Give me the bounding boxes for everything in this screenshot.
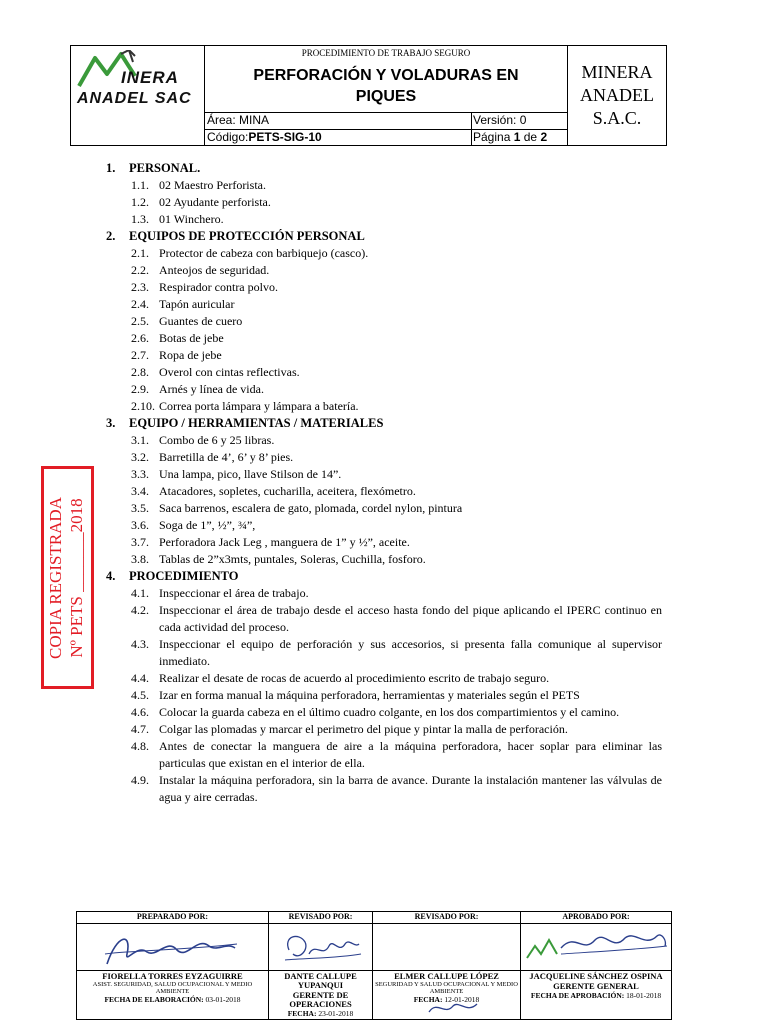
item-number: 3.8.	[131, 552, 149, 566]
item-number: 3.4.	[131, 484, 149, 498]
procedure-label: PROCEDIMIENTO DE TRABAJO SEGURO	[301, 48, 471, 58]
item-text: Correa porta lámpara y lámpara a batería.	[159, 399, 359, 413]
item-text: Colocar la guarda cabeza en el último cuadro colgante, en los dos compartimientos y el camino.	[159, 705, 620, 719]
section-heading	[106, 415, 662, 432]
item-text: Arnés y línea de vida.	[159, 382, 264, 396]
item-number: 4.2.	[131, 603, 149, 617]
list-item	[106, 364, 662, 381]
list-item	[106, 704, 662, 721]
item-number: 4.1.	[131, 586, 149, 600]
item-text: Soga de 1”, ½”, ¾”,	[159, 518, 256, 532]
item-text: Respirador contra polvo.	[159, 280, 278, 294]
stamp-line1: COPIA REGISTRADA	[45, 496, 65, 659]
list-item	[106, 262, 662, 279]
page-label: Página	[473, 130, 511, 144]
signature-area	[373, 924, 520, 971]
item-text: Inspeccionar el área de trabajo.	[159, 586, 309, 600]
item-text: Tablas de 2”x3mts, puntales, Soleras, Cuchilla, fosforo.	[159, 552, 426, 566]
section-heading	[106, 160, 662, 177]
item-text: Combo de 6 y 25 libras.	[159, 433, 275, 447]
page-sep: de	[523, 130, 538, 144]
page-current: 1	[513, 130, 521, 144]
item-text: Overol con cintas reflectivas.	[159, 365, 300, 379]
header-divider	[471, 112, 472, 145]
list-item	[106, 245, 662, 262]
list-item	[106, 177, 662, 194]
item-number: 1.1.	[131, 178, 149, 192]
signature-column-reviewed-2	[373, 912, 521, 1019]
registered-copy-stamp	[41, 466, 94, 689]
item-number: 2.3.	[131, 280, 149, 294]
item-number: 4.6.	[131, 705, 149, 719]
signature-column-approved	[521, 912, 671, 1019]
code-label: Código:	[207, 130, 249, 144]
item-number: 2.6.	[131, 331, 149, 345]
signer-role: ASIST. SEGURIDAD, SALUD OCUPACIONAL Y MEDIO AMBIENTE	[92, 981, 253, 995]
procedure-body	[106, 160, 662, 806]
signature-date	[77, 995, 268, 1004]
code-field	[207, 129, 469, 145]
item-text: Inspeccionar el equipo de perforación y sus accesorios, si presenta falla comunique al supervisor inmediato.	[159, 637, 662, 668]
section-number: 3.	[106, 416, 116, 430]
section-title: PERSONAL.	[129, 161, 201, 175]
item-text: Instalar la máquina perforadora, sin la barra de avance. Durante la instalación mantener las válvulas de agua y aire cerradas.	[159, 773, 662, 804]
area-label: Área:	[207, 113, 236, 127]
item-number: 2.4.	[131, 297, 149, 311]
code-value: PETS-SIG-10	[248, 130, 322, 144]
signature-heading: APROBADO POR:	[521, 912, 671, 924]
company-name-line1: MINERA	[581, 62, 653, 82]
item-text: Izar en forma manual la máquina perforadora, herramientas y materiales según el PETS	[159, 688, 580, 702]
section-heading	[106, 228, 662, 245]
company-name	[567, 46, 666, 145]
logo-text-line1: INERA	[121, 68, 179, 87]
logo-text-line2: ANADEL SAC	[77, 90, 192, 107]
item-number: 4.4.	[131, 671, 149, 685]
list-item	[106, 347, 662, 364]
list-item	[106, 194, 662, 211]
signer-role: GERENTE GENERAL	[553, 981, 639, 991]
signer-name: FIORELLA TORRES EYZAGUIRRE	[102, 971, 243, 981]
date-label: FECHA DE APROBACIÓN:	[530, 991, 625, 1000]
item-number: 4.9.	[131, 773, 149, 787]
date-label: FECHA DE ELABORACIÓN:	[104, 995, 204, 1004]
stamp-line2: Nº PETS _______2018	[66, 497, 86, 658]
list-item	[106, 449, 662, 466]
section-heading	[106, 568, 662, 585]
signature-table	[76, 911, 672, 1020]
item-text: 02 Ayudante perforista.	[159, 195, 271, 209]
list-item	[106, 585, 662, 602]
item-text: Barretilla de 4’, 6’ y 8’ pies.	[159, 450, 294, 464]
item-number: 3.5.	[131, 501, 149, 515]
item-text: Realizar el desate de rocas de acuerdo al procedimiento escrito de trabajo seguro.	[159, 671, 550, 685]
item-text: Protector de cabeza con barbiquejo (casco).	[159, 246, 369, 260]
item-number: 2.1.	[131, 246, 149, 260]
item-number: 2.10.	[131, 399, 155, 413]
date-label: FECHA:	[287, 1009, 317, 1018]
list-item	[106, 279, 662, 296]
item-number: 4.3.	[131, 637, 149, 651]
item-number: 4.8.	[131, 739, 149, 753]
item-number: 1.2.	[131, 195, 149, 209]
item-text: Saca barrenos, escalera de gato, plomada, cordel nylon, pintura	[159, 501, 463, 515]
item-text: Botas de jebe	[159, 331, 224, 345]
signature-column-prepared	[77, 912, 269, 1019]
document-header	[70, 45, 667, 146]
section-title: PROCEDIMIENTO	[129, 569, 239, 583]
list-item	[106, 500, 662, 517]
item-number: 2.8.	[131, 365, 149, 379]
item-number: 3.2.	[131, 450, 149, 464]
handwritten-signature-icon	[521, 924, 671, 970]
version-field	[473, 112, 565, 129]
list-item	[106, 687, 662, 704]
item-text: Atacadores, sopletes, cucharilla, aceitera, flexómetro.	[159, 484, 416, 498]
item-number: 2.5.	[131, 314, 149, 328]
signer-name: JACQUELINE SÁNCHEZ OSPINA	[529, 971, 663, 981]
list-item	[106, 381, 662, 398]
item-text: Inspeccionar el área de trabajo desde el acceso hasta fondo del pique aplicando el IPERC continuo en cada actividad del proceso.	[159, 603, 662, 634]
date-value: 12-01-2018	[444, 995, 480, 1004]
list-item	[106, 721, 662, 738]
page-field	[473, 129, 565, 145]
company-name-line2: ANADEL	[580, 85, 654, 105]
list-item	[106, 534, 662, 551]
section-number: 1.	[106, 161, 116, 175]
item-number: 3.6.	[131, 518, 149, 532]
item-text: Antes de conectar la manguera de aire a la máquina perforadora, hacer soplar para eliminar las particulas que existan en el interior de ella.	[159, 739, 662, 770]
list-item	[106, 211, 662, 228]
signature-date	[269, 1009, 372, 1018]
company-logo	[71, 46, 205, 145]
item-number: 3.3.	[131, 467, 149, 481]
section-number: 4.	[106, 569, 116, 583]
list-item	[106, 636, 662, 670]
signature-area	[77, 924, 268, 971]
page-total: 2	[540, 130, 548, 144]
list-item	[106, 670, 662, 687]
handwritten-signature-icon	[269, 924, 373, 970]
company-name-line3: S.A.C.	[592, 108, 642, 128]
item-number: 2.2.	[131, 263, 149, 277]
item-number: 3.7.	[131, 535, 149, 549]
item-number: 2.9.	[131, 382, 149, 396]
list-item	[106, 772, 662, 806]
item-text: Una lampa, pico, llave Stilson de 14”.	[159, 467, 342, 481]
signature-column-reviewed-1	[269, 912, 373, 1019]
handwritten-signature-icon	[77, 924, 269, 970]
list-item	[106, 330, 662, 347]
date-value: 23-01-2018	[318, 1009, 354, 1018]
document-title: PERFORACIÓN Y VOLADURAS EN PIQUES	[253, 67, 519, 105]
list-item	[106, 313, 662, 330]
list-item	[106, 483, 662, 500]
list-item	[106, 602, 662, 636]
section-number: 2.	[106, 229, 116, 243]
signature-heading: REVISADO POR:	[373, 912, 520, 924]
signature-heading: REVISADO POR:	[269, 912, 372, 924]
item-text: Tapón auricular	[159, 297, 235, 311]
list-item	[106, 398, 662, 415]
item-text: Ropa de jebe	[159, 348, 222, 362]
signer-role: GERENTE DE OPERACIONES	[289, 990, 352, 1009]
version-label: Versión:	[473, 113, 517, 127]
item-text: Anteojos de seguridad.	[159, 263, 270, 277]
area-value: MINA	[239, 113, 270, 127]
signer-name: ELMER CALLUPE LÓPEZ	[394, 971, 499, 981]
item-number: 4.5.	[131, 688, 149, 702]
date-label: FECHA:	[413, 995, 443, 1004]
item-number: 4.7.	[131, 722, 149, 736]
section-title: EQUIPO / HERRAMIENTAS / MATERIALES	[129, 416, 384, 430]
item-number: 3.1.	[131, 433, 149, 447]
date-value: 03-01-2018	[205, 995, 241, 1004]
item-text: Perforadora Jack Leg , manguera de 1” y ½”, aceite.	[159, 535, 410, 549]
version-value: 0	[519, 113, 527, 127]
handwritten-signature-icon	[423, 998, 483, 1018]
list-item	[106, 432, 662, 449]
item-text: Colgar las plomadas y marcar el perimetro del pique y pintar la malla de perforación.	[159, 722, 568, 736]
signer-name: DANTE CALLUPE YUPANQUI	[284, 971, 357, 990]
item-text: 01 Winchero.	[159, 212, 224, 226]
list-item	[106, 738, 662, 772]
list-item	[106, 517, 662, 534]
list-item	[106, 466, 662, 483]
item-number: 2.7.	[131, 348, 149, 362]
list-item	[106, 551, 662, 568]
signature-area	[269, 924, 372, 971]
item-text: Guantes de cuero	[159, 314, 243, 328]
list-item	[106, 296, 662, 313]
section-title: EQUIPOS DE PROTECCIÓN PERSONAL	[129, 229, 365, 243]
area-field	[207, 112, 469, 129]
signature-date	[521, 991, 671, 1000]
signer-role: SEGURIDAD Y SALUD OCUPACIONAL Y MEDIO AMBIENTE	[375, 981, 518, 995]
signature-heading: PREPARADO POR:	[77, 912, 268, 924]
date-value: 18-01-2018	[626, 991, 662, 1000]
signature-area	[521, 924, 671, 971]
item-number: 1.3.	[131, 212, 149, 226]
item-text: 02 Maestro Perforista.	[159, 178, 266, 192]
